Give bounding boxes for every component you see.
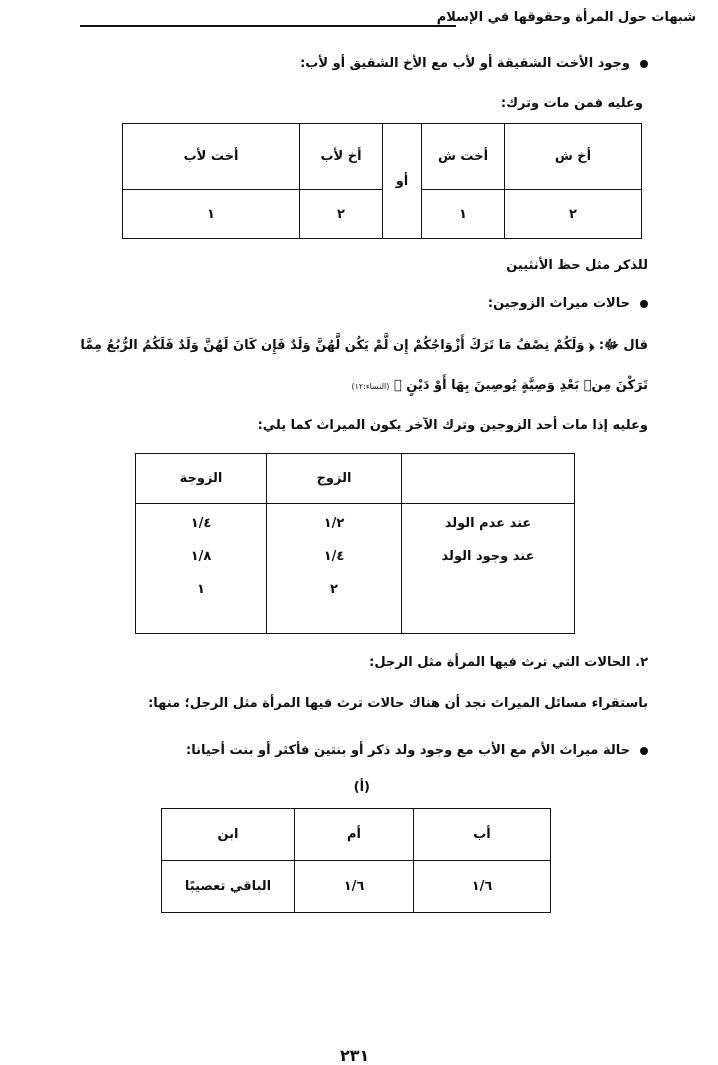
page-number: ٢٣١ [340, 1046, 370, 1065]
line-sisters-text: وجود الأخت الشقيقة أو لأب مع الأخ الشقيق أو لأب: [300, 56, 630, 71]
header-father: أب [414, 809, 551, 861]
wife-values-cell [136, 504, 267, 634]
header-rule [80, 25, 456, 27]
husband-no-child: ١/٢ [323, 516, 345, 531]
value-paternal-brother: ٢ [300, 190, 383, 239]
husband-values-cell [267, 504, 402, 634]
label-no-child: عند عدم الولد [444, 516, 532, 531]
quran-intro: قال ﷻ: [598, 338, 648, 353]
rule-line: للذكر مثل حظ الأنثيين [506, 258, 648, 273]
value-full-brother: ٢ [505, 190, 642, 239]
value-full-sister: ١ [422, 190, 505, 239]
wife-no-child: ١/٤ [190, 516, 212, 531]
label-a: (أ) [353, 780, 370, 795]
quran-citation: (النساء:١٢) [351, 382, 390, 391]
husband-count: ٢ [330, 582, 338, 597]
bullet-line-mother [186, 743, 648, 758]
header-paternal-brother: أخ لأب [300, 124, 383, 190]
header-paternal-sister: أخت لأب [123, 124, 300, 190]
header-empty [402, 454, 575, 504]
intro-line-2: وعليه إذا مات أحد الزوجين وترك الآخر يكون الميراث كما يلي: [257, 418, 648, 433]
bullet-line-sisters [300, 56, 648, 71]
husband-with-child: ١/٤ [323, 549, 345, 564]
header-son: ابن [162, 809, 295, 861]
bullet-line-spouses [488, 296, 648, 311]
bullet-icon [640, 747, 648, 755]
bullet-icon [640, 60, 648, 68]
quran-verse-1: ﴿ وَلَكُمْ نِصْفُ مَا تَرَكَ أَزْوَاجُكُمْ إِن لَّمْ يَكُن لَّهُنَّ وَلَدٌ فَإِن كَانَ لَهُنَّ وَلَدٌ فَلَكُمُ الرُّبُعُ مِمَّا [80, 338, 595, 353]
value-paternal-sister: ١ [123, 190, 300, 239]
section-heading-2: ٢. الحالات التي ترث فيها المرأة مثل الرجل: [369, 655, 648, 670]
value-mother: ١/٦ [295, 861, 414, 913]
header-wife: الزوجة [136, 454, 267, 504]
bullet-icon [640, 300, 648, 308]
wife-with-child: ١/٨ [190, 549, 212, 564]
quran-verse-2: تَرَكْنَ مِنۢ بَعْدِ وَصِيَّةٍ يُوصِينَ بِهَا أَوْ دَيْنٍ ﴾ [393, 378, 648, 393]
quran-line-2 [351, 378, 648, 393]
paragraph-intro: باستقراء مسائل الميراث نجد أن هناك حالات ترث فيها المرأة مثل الرجل؛ منها: [148, 696, 648, 711]
line-mother-text: حالة ميراث الأم مع الأب مع وجود ولد ذكر أو بنتين فأكثر أو بنت أحيانا: [186, 743, 630, 758]
value-father: ١/٦ [414, 861, 551, 913]
header-husband: الزوج [267, 454, 402, 504]
label-with-child: عند وجود الولد [441, 549, 535, 564]
wife-count: ١ [197, 582, 205, 597]
header-mother: أم [295, 809, 414, 861]
quran-line-1 [80, 337, 648, 356]
siblings-table [122, 123, 642, 239]
spouses-table [135, 453, 575, 634]
value-son: الباقي تعصيبًا [162, 861, 295, 913]
header-full-sister: أخت ش [422, 124, 505, 190]
header-full-brother: أخ ش [505, 124, 642, 190]
intro-line-1: وعليه فمن مات وترك: [500, 96, 643, 111]
or-cell: أو [383, 124, 422, 239]
line-spouses-text: حالات ميراث الزوجين: [487, 296, 630, 311]
row-labels-cell [402, 504, 575, 634]
running-header: شبهات حول المرأة وحقوقها في الإسلام [436, 10, 696, 25]
mother-father-table [161, 808, 551, 913]
